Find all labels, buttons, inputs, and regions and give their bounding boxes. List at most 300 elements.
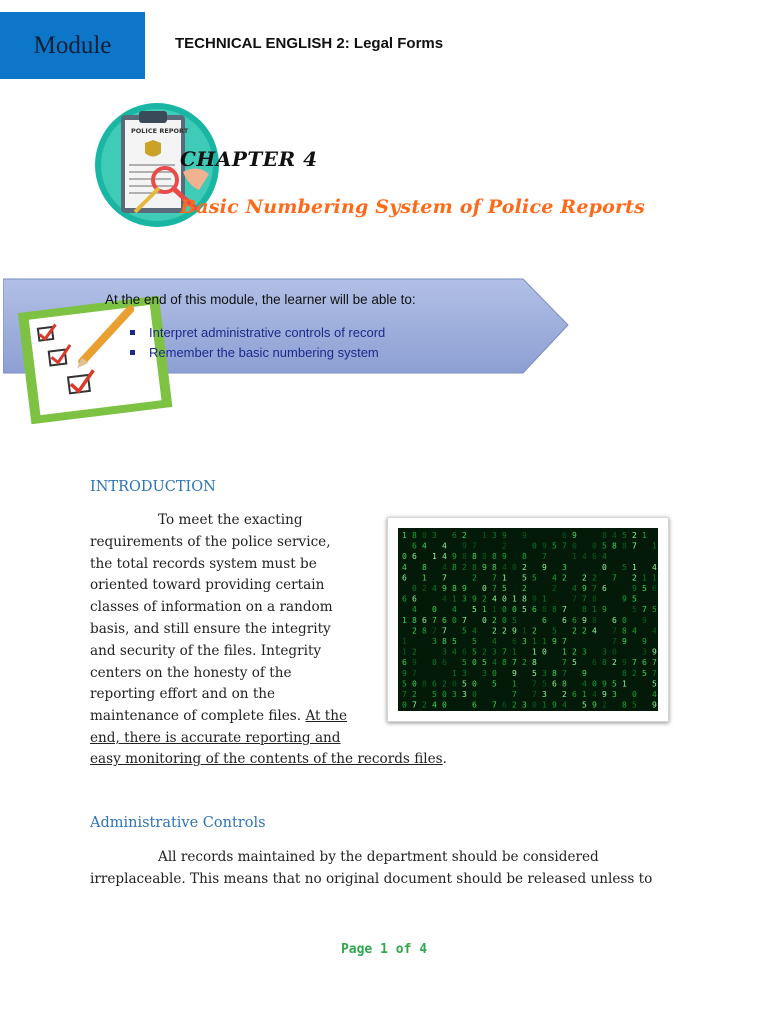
svg-text:4: 4 xyxy=(442,541,447,551)
svg-text:5: 5 xyxy=(582,700,587,710)
svg-text:9: 9 xyxy=(552,637,557,646)
svg-text:2: 2 xyxy=(492,626,497,636)
svg-text:4: 4 xyxy=(582,552,587,562)
svg-text:6: 6 xyxy=(592,552,597,562)
svg-text:0: 0 xyxy=(472,679,477,689)
bullet-icon xyxy=(130,350,135,355)
introduction-heading: INTRODUCTION xyxy=(90,479,216,495)
svg-text:4: 4 xyxy=(572,584,577,593)
svg-text:7: 7 xyxy=(512,658,517,668)
svg-text:9: 9 xyxy=(602,690,607,699)
svg-text:9: 9 xyxy=(522,531,527,540)
svg-text:9: 9 xyxy=(642,637,647,646)
svg-text:2: 2 xyxy=(562,573,567,583)
svg-text:9: 9 xyxy=(582,584,587,593)
svg-text:1: 1 xyxy=(592,605,597,615)
svg-text:2: 2 xyxy=(462,562,467,572)
paragraph-line: basis, and still ensure the integrity xyxy=(90,620,331,637)
svg-text:9: 9 xyxy=(462,541,467,551)
svg-text:0: 0 xyxy=(612,647,617,657)
svg-text:7: 7 xyxy=(512,690,517,699)
svg-text:2: 2 xyxy=(532,626,537,636)
svg-text:9: 9 xyxy=(502,531,507,540)
svg-text:3: 3 xyxy=(542,668,547,678)
module-label: Module xyxy=(33,31,112,59)
svg-text:0: 0 xyxy=(512,562,517,572)
svg-text:5: 5 xyxy=(462,626,467,636)
svg-text:1: 1 xyxy=(402,615,407,625)
svg-text:9: 9 xyxy=(632,584,637,593)
svg-text:9: 9 xyxy=(622,594,627,604)
svg-text:1: 1 xyxy=(642,573,647,583)
svg-text:6: 6 xyxy=(452,531,457,540)
svg-text:5: 5 xyxy=(402,679,407,689)
objective-text: Interpret administrative controls of record xyxy=(149,324,386,340)
svg-text:8: 8 xyxy=(602,658,607,668)
svg-text:6: 6 xyxy=(412,594,417,604)
svg-text:1: 1 xyxy=(402,637,407,646)
svg-text:5: 5 xyxy=(472,647,477,657)
svg-text:9: 9 xyxy=(622,637,627,646)
paragraph-line xyxy=(90,728,380,750)
svg-text:3: 3 xyxy=(482,668,487,678)
svg-text:2: 2 xyxy=(632,531,637,540)
svg-text:5: 5 xyxy=(522,573,527,583)
paragraph-line: easy monitoring of the contents of the records files. xyxy=(90,751,447,767)
administrative-controls-paragraph xyxy=(90,846,690,890)
svg-text:9: 9 xyxy=(622,658,627,668)
svg-text:1: 1 xyxy=(502,573,507,583)
svg-text:4: 4 xyxy=(502,562,507,572)
objective-item xyxy=(130,322,385,342)
svg-text:2: 2 xyxy=(582,626,587,636)
svg-text:5: 5 xyxy=(602,541,607,551)
svg-text:8: 8 xyxy=(622,700,627,710)
paragraph-line: centers on the honesty of the xyxy=(90,664,292,681)
svg-text:5: 5 xyxy=(632,605,637,615)
svg-text:5: 5 xyxy=(462,658,467,668)
svg-text:1: 1 xyxy=(402,531,407,540)
svg-text:1: 1 xyxy=(432,552,437,562)
svg-text:2: 2 xyxy=(562,690,567,699)
svg-text:0: 0 xyxy=(542,647,547,657)
svg-text:7: 7 xyxy=(442,626,447,636)
svg-text:3: 3 xyxy=(492,647,497,657)
svg-text:2: 2 xyxy=(572,647,577,657)
svg-text:1: 1 xyxy=(512,647,517,657)
svg-text:8: 8 xyxy=(502,658,507,668)
svg-text:3: 3 xyxy=(432,531,437,540)
svg-text:1: 1 xyxy=(542,637,547,646)
svg-text:9: 9 xyxy=(552,700,557,710)
svg-text:0: 0 xyxy=(472,658,477,668)
svg-text:4: 4 xyxy=(492,594,497,604)
svg-text:2: 2 xyxy=(612,658,617,668)
svg-text:2: 2 xyxy=(482,647,487,657)
svg-text:3: 3 xyxy=(582,647,587,657)
page-number: Page 1 of 4 xyxy=(340,942,428,957)
svg-text:0: 0 xyxy=(452,679,457,689)
svg-text:3: 3 xyxy=(432,637,437,646)
svg-text:5: 5 xyxy=(652,605,657,615)
svg-text:8: 8 xyxy=(592,594,597,604)
svg-text:1: 1 xyxy=(582,690,587,699)
paragraph-line: To meet the exacting xyxy=(158,512,303,528)
svg-text:7: 7 xyxy=(412,668,417,678)
svg-text:6: 6 xyxy=(552,679,557,689)
svg-text:2: 2 xyxy=(472,573,477,583)
svg-text:4: 4 xyxy=(442,594,447,604)
svg-text:5: 5 xyxy=(452,637,457,646)
chapter-label: CHAPTER 4 xyxy=(180,147,318,171)
svg-text:7: 7 xyxy=(652,668,657,678)
svg-text:9: 9 xyxy=(502,552,507,562)
svg-text:5: 5 xyxy=(532,573,537,583)
svg-text:7: 7 xyxy=(632,541,637,551)
svg-text:7: 7 xyxy=(612,637,617,646)
svg-text:6: 6 xyxy=(532,605,537,615)
svg-text:2: 2 xyxy=(592,573,597,583)
svg-text:9: 9 xyxy=(542,541,547,551)
svg-text:8: 8 xyxy=(582,605,587,615)
svg-text:1: 1 xyxy=(532,647,537,657)
svg-text:4: 4 xyxy=(592,690,597,699)
svg-text:8: 8 xyxy=(492,552,497,562)
svg-text:6: 6 xyxy=(512,637,517,646)
course-title: TECHNICAL ENGLISH 2: Legal Forms xyxy=(175,35,444,52)
svg-text:6: 6 xyxy=(602,584,607,593)
svg-text:4: 4 xyxy=(612,531,617,540)
svg-text:9: 9 xyxy=(452,552,457,562)
svg-text:1: 1 xyxy=(422,573,427,583)
svg-text:7: 7 xyxy=(492,700,497,710)
svg-text:4: 4 xyxy=(602,552,607,562)
svg-text:5: 5 xyxy=(512,615,517,625)
svg-text:9: 9 xyxy=(582,668,587,678)
svg-text:4: 4 xyxy=(432,700,437,710)
svg-text:4: 4 xyxy=(442,562,447,572)
svg-text:7: 7 xyxy=(562,541,567,551)
svg-text:7: 7 xyxy=(412,700,417,710)
svg-text:0: 0 xyxy=(532,700,537,710)
svg-text:6: 6 xyxy=(562,531,567,540)
svg-text:0: 0 xyxy=(502,605,507,615)
svg-text:1: 1 xyxy=(482,531,487,540)
svg-text:2: 2 xyxy=(412,647,417,657)
svg-text:8: 8 xyxy=(552,605,557,615)
svg-text:6: 6 xyxy=(442,615,447,625)
svg-text:4: 4 xyxy=(472,626,477,636)
svg-text:7: 7 xyxy=(652,658,657,668)
svg-text:3: 3 xyxy=(522,700,527,710)
svg-text:9: 9 xyxy=(412,658,417,668)
svg-text:9: 9 xyxy=(442,584,447,593)
svg-text:0: 0 xyxy=(412,584,417,593)
objective-item xyxy=(130,342,385,362)
svg-text:4: 4 xyxy=(592,626,597,636)
svg-text:8: 8 xyxy=(422,562,427,572)
svg-text:4: 4 xyxy=(402,562,407,572)
svg-text:0: 0 xyxy=(482,615,487,625)
svg-text:7: 7 xyxy=(562,658,567,668)
svg-text:0: 0 xyxy=(442,690,447,699)
svg-text:0: 0 xyxy=(402,700,407,710)
svg-text:5: 5 xyxy=(612,679,617,689)
svg-text:4: 4 xyxy=(632,626,637,636)
underlined-text: end, there is accurate reporting and xyxy=(90,729,341,746)
svg-text:5: 5 xyxy=(622,562,627,572)
svg-text:6: 6 xyxy=(462,647,467,657)
svg-text:2: 2 xyxy=(632,573,637,583)
svg-text:9: 9 xyxy=(512,626,517,636)
svg-text:5: 5 xyxy=(572,658,577,668)
svg-text:8: 8 xyxy=(422,679,427,689)
svg-text:9: 9 xyxy=(572,531,577,540)
svg-text:3: 3 xyxy=(462,668,467,678)
underlined-text: At the xyxy=(305,708,348,725)
svg-text:4: 4 xyxy=(452,605,457,615)
svg-text:5: 5 xyxy=(502,584,507,593)
svg-text:3: 3 xyxy=(442,647,447,657)
objectives-intro: At the end of this module, the learner will be able to: xyxy=(105,292,416,307)
svg-text:2: 2 xyxy=(512,700,517,710)
svg-text:8: 8 xyxy=(472,562,477,572)
svg-text:5: 5 xyxy=(532,668,537,678)
svg-text:7: 7 xyxy=(432,615,437,625)
svg-text:9: 9 xyxy=(532,594,537,604)
svg-text:5: 5 xyxy=(432,690,437,699)
svg-text:6: 6 xyxy=(402,658,407,668)
paragraph-line: requirements of the police service, xyxy=(90,533,331,550)
svg-text:0: 0 xyxy=(602,562,607,572)
svg-text:6: 6 xyxy=(412,541,417,551)
svg-text:9: 9 xyxy=(462,584,467,593)
svg-text:5: 5 xyxy=(472,605,477,615)
svg-text:1: 1 xyxy=(532,637,537,646)
svg-text:9: 9 xyxy=(652,647,657,657)
svg-text:2: 2 xyxy=(582,573,587,583)
svg-text:4: 4 xyxy=(582,679,587,689)
svg-text:2: 2 xyxy=(632,668,637,678)
svg-text:2: 2 xyxy=(482,594,487,604)
svg-text:9: 9 xyxy=(482,562,487,572)
svg-text:5: 5 xyxy=(632,700,637,710)
svg-text:8: 8 xyxy=(422,626,427,636)
svg-text:5: 5 xyxy=(632,594,637,604)
svg-text:6: 6 xyxy=(472,700,477,710)
svg-text:2: 2 xyxy=(522,562,527,572)
police-report-icon-text: POLICE REPORT xyxy=(131,127,189,135)
svg-text:6: 6 xyxy=(572,615,577,625)
svg-text:0: 0 xyxy=(472,690,477,699)
svg-text:8: 8 xyxy=(562,679,567,689)
svg-text:7: 7 xyxy=(572,594,577,604)
introduction-paragraph xyxy=(90,510,380,750)
module-tab xyxy=(0,12,145,79)
svg-text:7: 7 xyxy=(492,584,497,593)
svg-text:2: 2 xyxy=(502,541,507,551)
svg-text:0: 0 xyxy=(532,541,537,551)
svg-text:7: 7 xyxy=(442,573,447,583)
svg-text:7: 7 xyxy=(532,679,537,689)
svg-text:4: 4 xyxy=(652,562,657,572)
svg-text:2: 2 xyxy=(412,690,417,699)
svg-text:9: 9 xyxy=(402,668,407,678)
svg-text:6: 6 xyxy=(502,700,507,710)
svg-text:6: 6 xyxy=(412,552,417,562)
matrix-code-graphic xyxy=(398,528,658,711)
svg-text:0: 0 xyxy=(492,668,497,678)
svg-text:5: 5 xyxy=(622,531,627,540)
paragraph-line: classes of information on a random xyxy=(90,599,333,616)
svg-text:3: 3 xyxy=(642,647,647,657)
svg-text:8: 8 xyxy=(462,552,467,562)
svg-text:2: 2 xyxy=(442,679,447,689)
svg-text:5: 5 xyxy=(552,626,557,636)
svg-text:8: 8 xyxy=(522,594,527,604)
svg-text:3: 3 xyxy=(562,562,567,572)
svg-text:2: 2 xyxy=(502,626,507,636)
svg-text:2: 2 xyxy=(422,584,427,593)
svg-text:8: 8 xyxy=(442,637,447,646)
svg-text:7: 7 xyxy=(472,541,477,551)
svg-text:0: 0 xyxy=(502,615,507,625)
svg-text:3: 3 xyxy=(462,690,467,699)
svg-text:0: 0 xyxy=(422,531,427,540)
svg-text:0: 0 xyxy=(632,690,637,699)
svg-text:7: 7 xyxy=(612,573,617,583)
bullet-icon xyxy=(130,330,135,335)
svg-text:4: 4 xyxy=(432,584,437,593)
svg-text:4: 4 xyxy=(552,573,557,583)
svg-text:7: 7 xyxy=(642,605,647,615)
svg-text:1: 1 xyxy=(512,594,517,604)
svg-text:9: 9 xyxy=(512,668,517,678)
svg-text:8: 8 xyxy=(622,626,627,636)
svg-text:8: 8 xyxy=(522,552,527,562)
objectives-list xyxy=(130,322,385,362)
svg-text:3: 3 xyxy=(542,690,547,699)
svg-text:8: 8 xyxy=(482,552,487,562)
paragraph-line: the total records system must be xyxy=(90,555,317,572)
svg-text:0: 0 xyxy=(452,615,457,625)
svg-text:1: 1 xyxy=(492,605,497,615)
svg-text:1: 1 xyxy=(632,562,637,572)
svg-text:5: 5 xyxy=(642,668,647,678)
objective-text: Remember the basic numbering system xyxy=(149,344,379,360)
svg-text:7: 7 xyxy=(492,573,497,583)
svg-text:3: 3 xyxy=(602,647,607,657)
svg-text:8: 8 xyxy=(452,584,457,593)
svg-text:9: 9 xyxy=(602,679,607,689)
svg-text:8: 8 xyxy=(452,562,457,572)
svg-text:7: 7 xyxy=(612,626,617,636)
svg-text:1: 1 xyxy=(542,700,547,710)
svg-text:5: 5 xyxy=(462,679,467,689)
svg-text:1: 1 xyxy=(522,626,527,636)
underlined-text: easy monitoring of the contents of the records files xyxy=(90,751,443,767)
svg-text:6: 6 xyxy=(432,679,437,689)
green-matrix-code-image xyxy=(387,517,669,722)
svg-text:8: 8 xyxy=(412,615,417,625)
svg-text:1: 1 xyxy=(652,573,657,583)
svg-text:5: 5 xyxy=(522,605,527,615)
svg-text:0: 0 xyxy=(512,605,517,615)
svg-text:9: 9 xyxy=(642,615,647,625)
svg-text:8: 8 xyxy=(542,605,547,615)
svg-text:6: 6 xyxy=(572,690,577,699)
svg-text:3: 3 xyxy=(522,637,527,646)
svg-text:5: 5 xyxy=(482,658,487,668)
svg-text:8: 8 xyxy=(532,658,537,668)
svg-text:8: 8 xyxy=(592,615,597,625)
svg-text:7: 7 xyxy=(592,584,597,593)
svg-text:1: 1 xyxy=(562,647,567,657)
svg-text:1: 1 xyxy=(652,541,657,551)
svg-text:7: 7 xyxy=(542,552,547,562)
svg-text:6: 6 xyxy=(402,594,407,604)
svg-text:8: 8 xyxy=(552,668,557,678)
paragraph-line: reporting effort and on the xyxy=(90,686,276,703)
svg-text:4: 4 xyxy=(652,690,657,699)
svg-text:7: 7 xyxy=(632,658,637,668)
svg-text:6: 6 xyxy=(542,615,547,625)
svg-text:1: 1 xyxy=(482,605,487,615)
svg-text:4: 4 xyxy=(562,700,567,710)
svg-text:7: 7 xyxy=(582,594,587,604)
svg-text:4: 4 xyxy=(492,658,497,668)
svg-text:2: 2 xyxy=(572,626,577,636)
svg-text:5: 5 xyxy=(492,679,497,689)
svg-text:6: 6 xyxy=(442,658,447,668)
svg-text:0: 0 xyxy=(432,658,437,668)
svg-text:8: 8 xyxy=(492,562,497,572)
svg-text:5: 5 xyxy=(472,637,477,646)
paragraph-line: and security of the files. Integrity xyxy=(90,642,322,659)
svg-text:1: 1 xyxy=(572,552,577,562)
paragraph-line: maintenance of complete files. At the xyxy=(90,708,348,725)
svg-text:2: 2 xyxy=(522,658,527,668)
svg-text:8: 8 xyxy=(472,552,477,562)
svg-text:9: 9 xyxy=(472,594,477,604)
svg-text:1: 1 xyxy=(452,594,457,604)
svg-text:4: 4 xyxy=(422,541,427,551)
svg-text:5: 5 xyxy=(542,679,547,689)
svg-text:3: 3 xyxy=(462,594,467,604)
svg-text:5: 5 xyxy=(642,584,647,593)
svg-text:9: 9 xyxy=(542,562,547,572)
svg-text:8: 8 xyxy=(612,541,617,551)
svg-text:5: 5 xyxy=(552,541,557,551)
administrative-controls-heading: Administrative Controls xyxy=(90,815,266,831)
svg-text:7: 7 xyxy=(432,626,437,636)
svg-text:0: 0 xyxy=(502,594,507,604)
svg-text:1: 1 xyxy=(622,679,627,689)
chapter-title: Basic Numbering System of Police Reports xyxy=(180,196,646,218)
svg-text:2: 2 xyxy=(522,584,527,593)
svg-text:2: 2 xyxy=(462,531,467,540)
svg-text:8: 8 xyxy=(602,531,607,540)
svg-text:9: 9 xyxy=(582,615,587,625)
svg-text:1: 1 xyxy=(542,594,547,604)
svg-text:8: 8 xyxy=(412,531,417,540)
svg-text:6: 6 xyxy=(592,658,597,668)
svg-text:0: 0 xyxy=(572,541,577,551)
svg-text:7: 7 xyxy=(562,637,567,646)
svg-text:4: 4 xyxy=(452,647,457,657)
paragraph-line: All records maintained by the department should be considered xyxy=(158,849,599,865)
svg-text:9: 9 xyxy=(602,605,607,615)
